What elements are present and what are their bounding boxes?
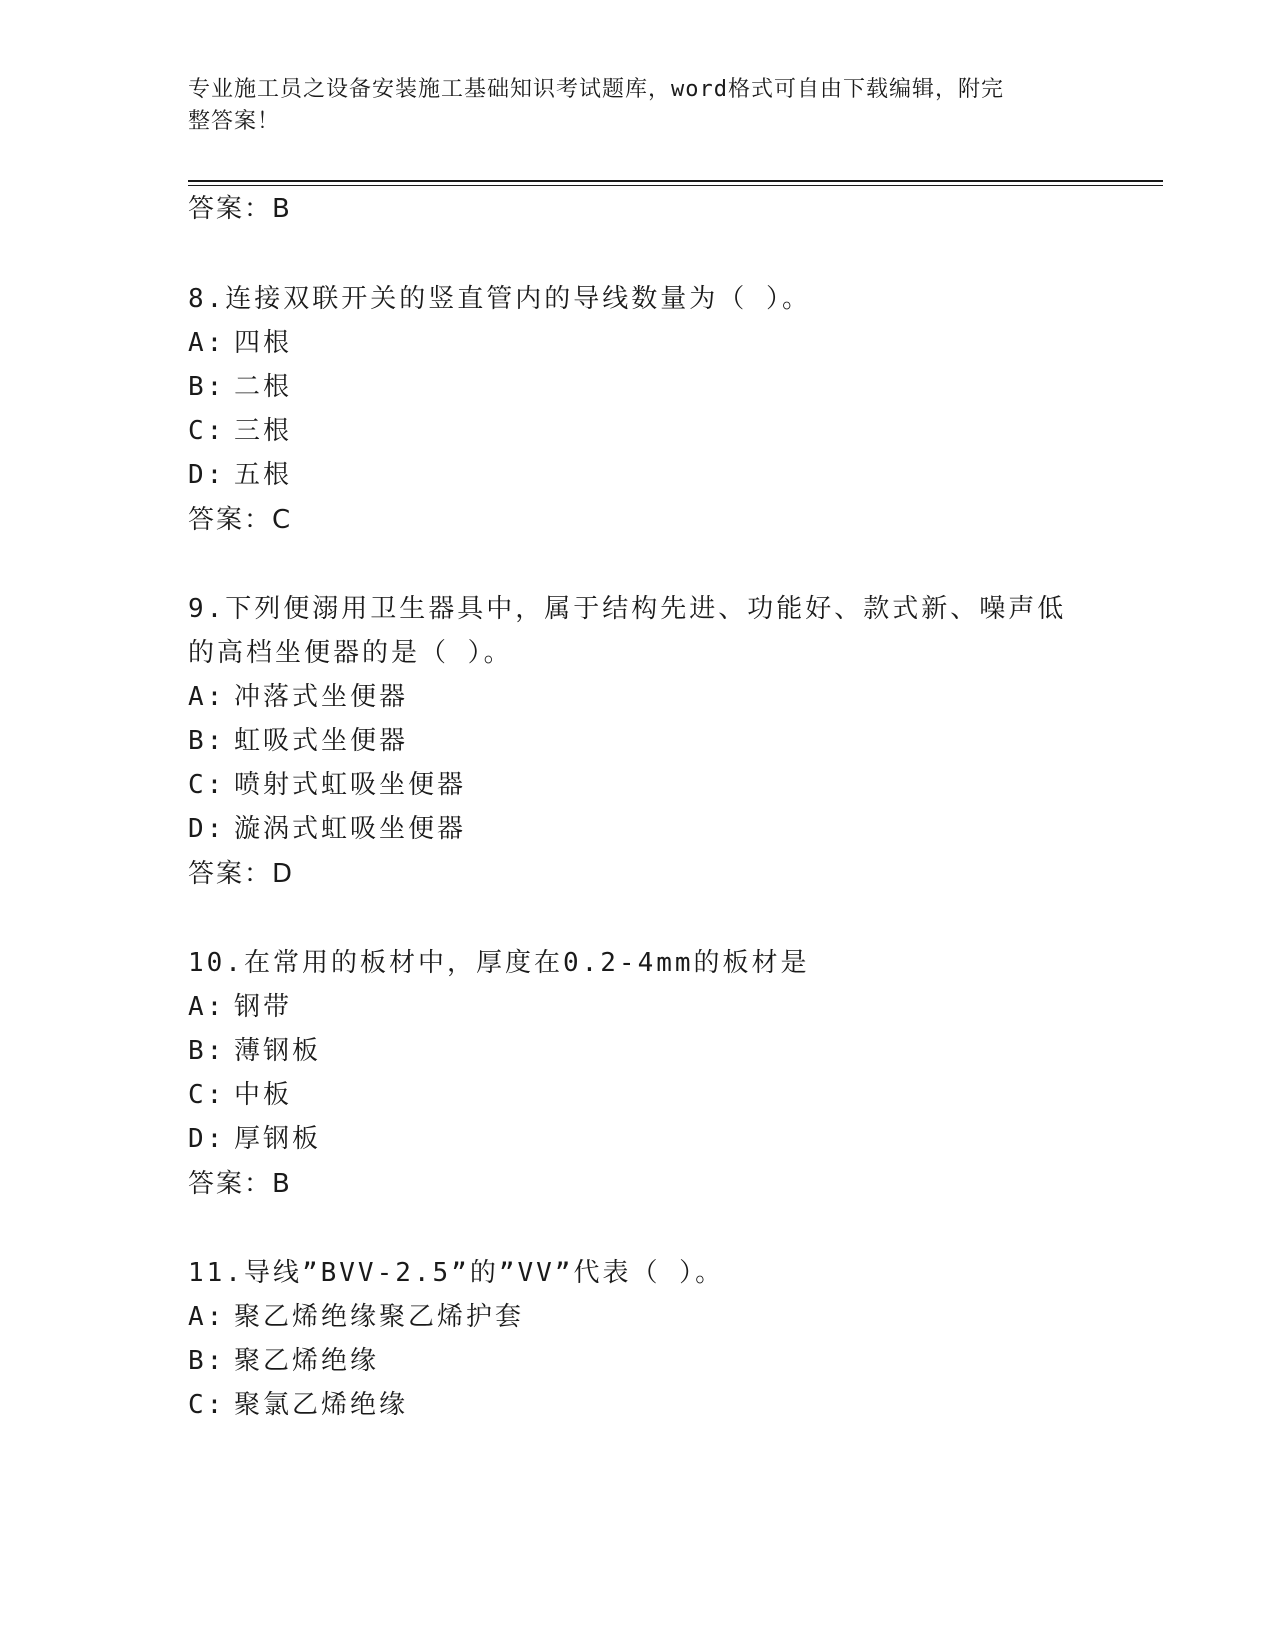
option-text: 二根 — [234, 372, 293, 402]
option-label: B: — [188, 372, 226, 402]
option-b — [188, 1344, 379, 1378]
option-b — [188, 1034, 321, 1068]
answer-line: 答案：C — [188, 505, 293, 535]
option-text: 中板 — [234, 1080, 293, 1110]
option-text: 聚氯乙烯绝缘 — [234, 1390, 409, 1420]
option-label: D: — [188, 460, 226, 490]
option-text: 冲落式坐便器 — [234, 682, 409, 712]
question-stem: 8.连接双联开关的竖直管内的导线数量为（ ）。 — [188, 284, 811, 314]
option-c — [188, 414, 292, 448]
option-a — [188, 326, 292, 360]
option-text: 薄钢板 — [234, 1036, 322, 1066]
option-label: C: — [188, 416, 226, 446]
option-c — [188, 1078, 292, 1112]
option-label: D: — [188, 1124, 226, 1154]
question-stem: 11.导线”BVV-2.5”的”VV”代表（ ）。 — [188, 1258, 725, 1288]
option-label: B: — [188, 726, 226, 756]
header-rule-thin — [188, 185, 1163, 186]
option-label: B: — [188, 1346, 226, 1376]
option-b — [188, 724, 408, 758]
option-d — [188, 1122, 321, 1156]
option-c — [188, 1388, 408, 1422]
question-stem: 10.在常用的板材中，厚度在0.2-4mm的板材是 — [188, 948, 810, 978]
option-c — [188, 768, 466, 802]
option-text: 聚乙烯绝缘 — [234, 1346, 380, 1376]
option-label: B: — [188, 1036, 226, 1066]
option-text: 厚钢板 — [234, 1124, 322, 1154]
option-d — [188, 458, 292, 492]
option-text: 钢带 — [234, 992, 293, 1022]
option-text: 五根 — [234, 460, 293, 490]
header-rule-thick — [188, 180, 1163, 182]
option-text: 喷射式虹吸坐便器 — [234, 770, 467, 800]
header-line-2: 整答案！ — [188, 109, 281, 134]
option-label: C: — [188, 1390, 226, 1420]
option-text: 聚乙烯绝缘聚乙烯护套 — [234, 1302, 525, 1332]
option-text: 漩涡式虹吸坐便器 — [234, 814, 467, 844]
option-label: A: — [188, 992, 226, 1022]
question-stem: 9.下列便溺用卫生器具中，属于结构先进、功能好、款式新、噪声低 — [188, 594, 1067, 624]
option-text: 四根 — [234, 328, 293, 358]
option-label: A: — [188, 1302, 226, 1332]
option-label: D: — [188, 814, 226, 844]
option-a — [188, 990, 292, 1024]
option-text: 虹吸式坐便器 — [234, 726, 409, 756]
answer-line: 答案：B — [188, 194, 292, 224]
option-b — [188, 370, 292, 404]
option-label: A: — [188, 328, 226, 358]
question-stem-continued: 的高档坐便器的是（ ）。 — [188, 638, 513, 668]
option-a — [188, 1300, 524, 1334]
option-d — [188, 812, 466, 846]
option-label: A: — [188, 682, 226, 712]
option-label: C: — [188, 1080, 226, 1110]
answer-line: 答案：D — [188, 859, 295, 889]
option-a — [188, 680, 408, 714]
option-label: C: — [188, 770, 226, 800]
option-text: 三根 — [234, 416, 293, 446]
answer-line: 答案：B — [188, 1169, 292, 1199]
header-line-1: 专业施工员之设备安装施工基础知识考试题库，word格式可自由下载编辑，附完 — [188, 77, 1004, 102]
page-header — [188, 74, 1068, 138]
